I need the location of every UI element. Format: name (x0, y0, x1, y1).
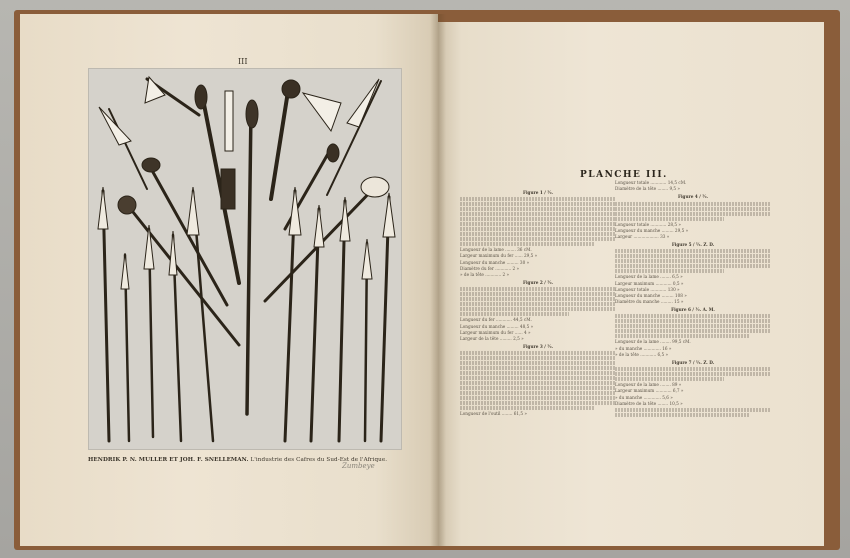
measure-line: Longueur de la lame ........ 36 cM. (460, 247, 532, 253)
measure-line: Longueur de l'outil ........ 61,5 » (460, 411, 527, 417)
measure-line: Longueur totale ............ 14,5 cM. (615, 180, 687, 185)
measure-line: Longueur du manche ......... 29,5 » (615, 227, 689, 233)
beadwork-band (221, 169, 235, 209)
book-gutter (430, 14, 446, 546)
figure-heading: Figure 6 / ½. A. M. (671, 307, 715, 313)
knobkerrie-1 (142, 158, 227, 305)
measure-line: Diamètre du fer ............ 2 » (460, 265, 520, 271)
pencil-annotation: Zumbeye (342, 462, 375, 470)
measure-line: Largeur maximum du fer ...... 4 » (460, 329, 531, 335)
axe-4 (271, 80, 341, 199)
measure-line: Longueur de la lame ........ 89 » (615, 382, 682, 388)
spear-10 (381, 193, 395, 441)
axe-1 (145, 77, 199, 115)
weapons-drawing (89, 69, 401, 449)
caption-authors: HENDRIK P. N. MULLER ET JOH. F. SNELLEMAN. (88, 457, 249, 463)
club-1 (246, 100, 258, 414)
spear-1 (98, 187, 109, 441)
figure-heading: Figure 4 / ½. (677, 194, 709, 200)
measure-line: Longueur de la lame ........ 6,5 » (615, 274, 683, 280)
caption-title: L'industrie des Cafres du Sud-Est de l'Afrique. (250, 457, 388, 463)
measure-line: Longueur totale ............ 130 » (615, 286, 680, 292)
measure-line: Largeur maximum ............ 6,7 » (615, 388, 684, 394)
figure-heading: Figure 1 / ½. (522, 190, 554, 195)
axe-6 (99, 107, 147, 189)
spear-9 (362, 239, 372, 441)
spear-4 (169, 231, 181, 441)
measure-line: Longueur du manche ......... 108 » (615, 292, 687, 298)
figure-heading: Figure 3 / ½. (522, 344, 554, 350)
measure-line: » de la tête ............ 6,5 » (615, 351, 669, 357)
measure-line: Largeur de la tête ......... 2,5 » (460, 335, 524, 341)
spear-8 (339, 197, 350, 441)
measure-line: Largeur ................... 33 » (615, 233, 670, 239)
text-column-left (460, 188, 616, 417)
measure-line: Longueur du manche ......... 30 » (460, 259, 530, 265)
spear-2 (121, 253, 129, 441)
page-heading: PLANCHE III. (580, 170, 668, 180)
axe-3 (225, 91, 233, 151)
text-column-right (615, 180, 771, 418)
spear-5 (187, 187, 213, 441)
spear-7 (311, 205, 324, 441)
measure-line: Diamètre de la tête ........ 10,5 » (615, 400, 683, 406)
measure-line: Diamètre du manche ......... 15 » (615, 299, 684, 305)
measure-line: » du manche ............. 5,6 » (615, 394, 673, 400)
plate-number: III (238, 57, 248, 66)
figure-heading: Figure 5 / ½. Z. D. (671, 242, 715, 248)
measure-line: » du manche ............. 16 » (615, 345, 672, 351)
weapons-plate-illustration (88, 68, 402, 450)
measure-line: Largeur maximum du fer ...... 29,5 » (460, 253, 538, 259)
spear-3 (144, 225, 154, 437)
measure-line: Diamètre de la tête ........ 9,5 » (615, 186, 680, 192)
figure-heading: Figure 7 / ½. Z. D. (671, 360, 715, 366)
figure-heading: Figure 2 / ½. (522, 280, 554, 286)
measure-line: Largeur maximum ............ 0,5 » (615, 280, 684, 286)
measure-line: Longueur de la lame ........ 99,5 cM. (615, 339, 691, 345)
measure-line: Longueur du fer ............ 44,5 cM. (460, 317, 532, 323)
measure-line: » de la tête ............ 2 » (460, 271, 510, 277)
measure-line: Longueur totale ............ 28,5 » (615, 221, 681, 227)
measure-line: Longueur du manche ......... 48,5 » (460, 323, 534, 329)
